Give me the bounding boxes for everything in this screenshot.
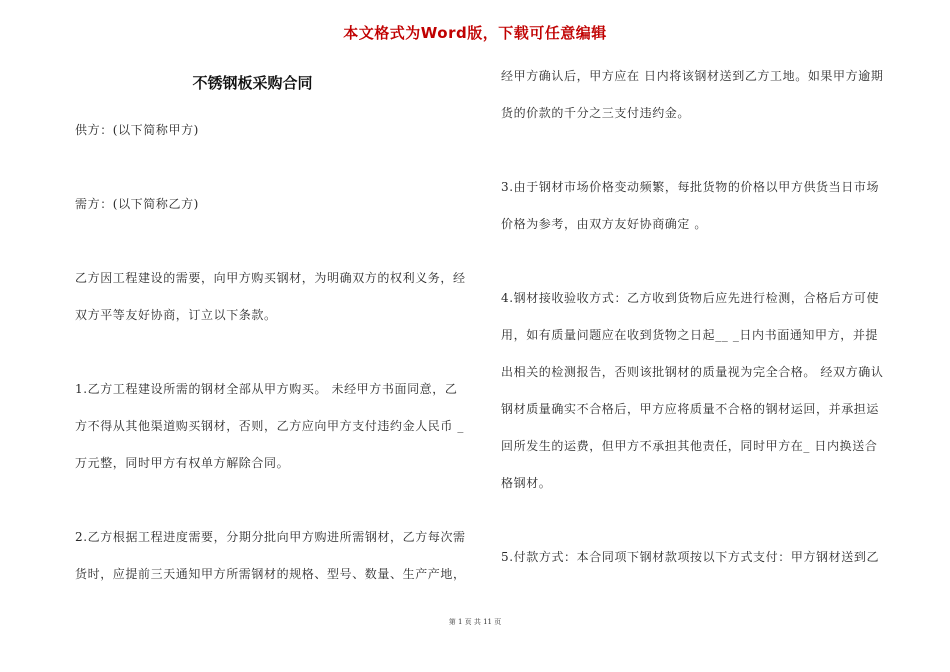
right-column [501,58,896,576]
clause-3-line: 3.由于钢材市场价格变动频繁，每批货物的价格以甲方供货当日市场 [501,180,880,194]
clause-4-line: 回所发生的运费，但甲方不承担其他责任，同时甲方在_ 日内换送合 [501,439,878,453]
buyer-line: 需方：(以下简称乙方) [75,197,199,211]
clause-5-line: 5.付款方式：本合同项下钢材款项按以下方式支付：甲方钢材送到乙 [501,550,880,564]
clause-4-line: 出相关的检测报告，否则该批钢材的质量视为完全合格。 经双方确认 [501,365,884,379]
clause-2-line: 货时，应提前三天通知甲方所需钢材的规格、型号、数量、生产产地， [75,567,466,581]
clause-2-line: 2.乙方根据工程进度需要，分期分批向甲方购进所需钢材，乙方每次需 [75,530,466,544]
document-title: 不锈钢板采购合同 [192,74,313,92]
preamble-line: 乙方因工程建设的需要，向甲方购买钢材，为明确双方的权利义务，经 [75,271,466,285]
clause-1-line: 1.乙方工程建设所需的钢材全部从甲方购买。 未经甲方书面同意，乙 [75,382,458,396]
preamble-line: 双方平等友好协商，订立以下条款。 [75,308,277,322]
clause-4-line: 4.钢材接收验收方式：乙方收到货物后应先进行检测，合格后方可使 [501,291,880,305]
clause-1-line: 方不得从其他渠道购买钢材，否则，乙方应向甲方支付违约金人民币 _ [75,419,465,433]
clause-3-line: 价格为参考，由双方友好协商确定 。 [501,217,708,231]
clause-4-line: 用，如有质量问题应在收到货物之日起__ _日内书面通知甲方，并提 [501,328,879,342]
clause-2-continued-line: 货的价款的千分之三支付违约金。 [501,106,691,120]
clause-2-continued-line: 经甲方确认后，甲方应在 日内将该钢材送到乙方工地。如果甲方逾期 [501,69,884,83]
supplier-line: 供方：(以下简称甲方) [75,123,199,137]
clause-4-line: 格钢材。 [501,476,552,490]
page-number: 第 1 页 共 11 页 [448,618,502,626]
clause-1-line: 万元整，同时甲方有权单方解除合同。 [75,456,290,470]
clause-4-line: 钢材质量确实不合格后，甲方应将质量不合格的钢材运回，并承担运 [501,402,880,416]
left-column [75,112,485,593]
download-banner: 本文格式为Word版，下载可任意编辑 [343,24,607,42]
